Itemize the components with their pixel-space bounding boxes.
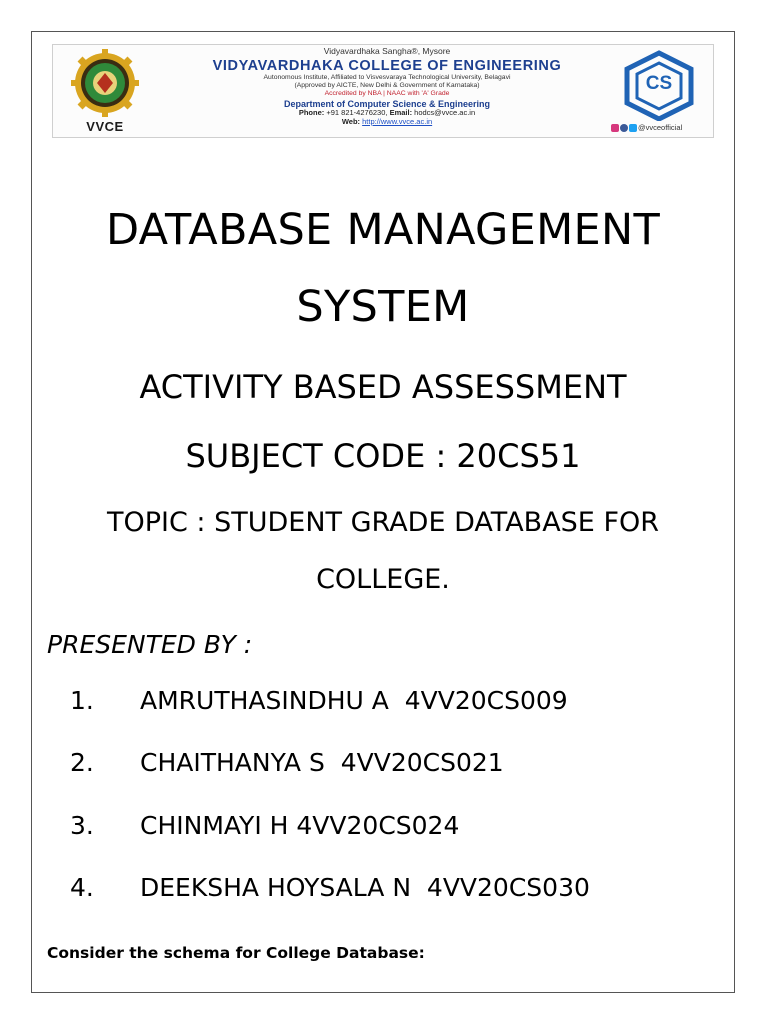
- web-link[interactable]: http://www.vvce.ac.in: [362, 116, 433, 126]
- assessment-heading: ACTIVITY BASED ASSESSMENT: [139, 368, 627, 406]
- phone-label: Phone:: [298, 108, 325, 118]
- facebook-icon[interactable]: [620, 124, 628, 132]
- document-title-line1: DATABASE MANAGEMENT: [105, 205, 661, 255]
- college-logo: [63, 49, 147, 135]
- list-item-text: AMRUTHASINDHU A 4VV20CS009: [140, 686, 568, 715]
- social-handle: @vvceofficial: [638, 123, 683, 132]
- topic-line1: TOPIC : STUDENT GRADE DATABASE FOR: [107, 507, 659, 538]
- list-item-text: CHINMAYI H 4VV20CS024: [140, 811, 460, 840]
- instagram-icon[interactable]: [611, 124, 619, 132]
- college-name: VIDYAVARDHAKA COLLEGE OF ENGINEERING: [212, 57, 562, 74]
- topic-line2: COLLEGE.: [316, 564, 450, 595]
- gear-emblem-icon: [63, 49, 147, 121]
- list-item-number: 2.: [70, 748, 94, 777]
- email-label: Email:: [389, 108, 413, 118]
- cs-badge-label: CS: [645, 73, 673, 94]
- web-line: [163, 118, 611, 127]
- list-item-number: 1.: [70, 686, 94, 715]
- document-title-line2: SYSTEM: [296, 282, 470, 332]
- autonomous-line: Autonomous Institute, Affiliated to Visvesvaraya Technological University, Belagavi: [263, 74, 511, 82]
- approved-line: (Approved by AICTE, New Delhi & Government of Karnataka): [294, 82, 480, 90]
- subject-code: SUBJECT CODE : 20CS51: [185, 437, 581, 475]
- twitter-icon[interactable]: [629, 124, 637, 132]
- cs-department-logo: [611, 49, 707, 135]
- schema-intro: Consider the schema for College Database:: [47, 944, 425, 962]
- accreditation-line: Accredited by NBA | NAAC with 'A' Grade: [324, 90, 450, 98]
- letterhead-banner: [52, 44, 714, 138]
- social-links: [611, 123, 707, 132]
- email-value: hodcs@vvce.ac.in: [414, 108, 476, 118]
- sangha-line: Vidyavardhaka Sangha®, Mysore: [323, 46, 451, 56]
- phone-value: +91 821-4276230,: [326, 108, 388, 118]
- list-item-number: 3.: [70, 811, 94, 840]
- presented-by-label: PRESENTED BY :: [47, 630, 253, 659]
- letterhead-text-block: [163, 47, 611, 126]
- list-item-text: DEEKSHA HOYSALA N 4VV20CS030: [140, 873, 590, 902]
- list-item-number: 4.: [70, 873, 94, 902]
- logo-label: VVCE: [86, 119, 124, 134]
- list-item-text: CHAITHANYA S 4VV20CS021: [140, 748, 504, 777]
- department-line: Department of Computer Science & Engineering: [283, 98, 491, 109]
- web-label: Web:: [341, 116, 361, 126]
